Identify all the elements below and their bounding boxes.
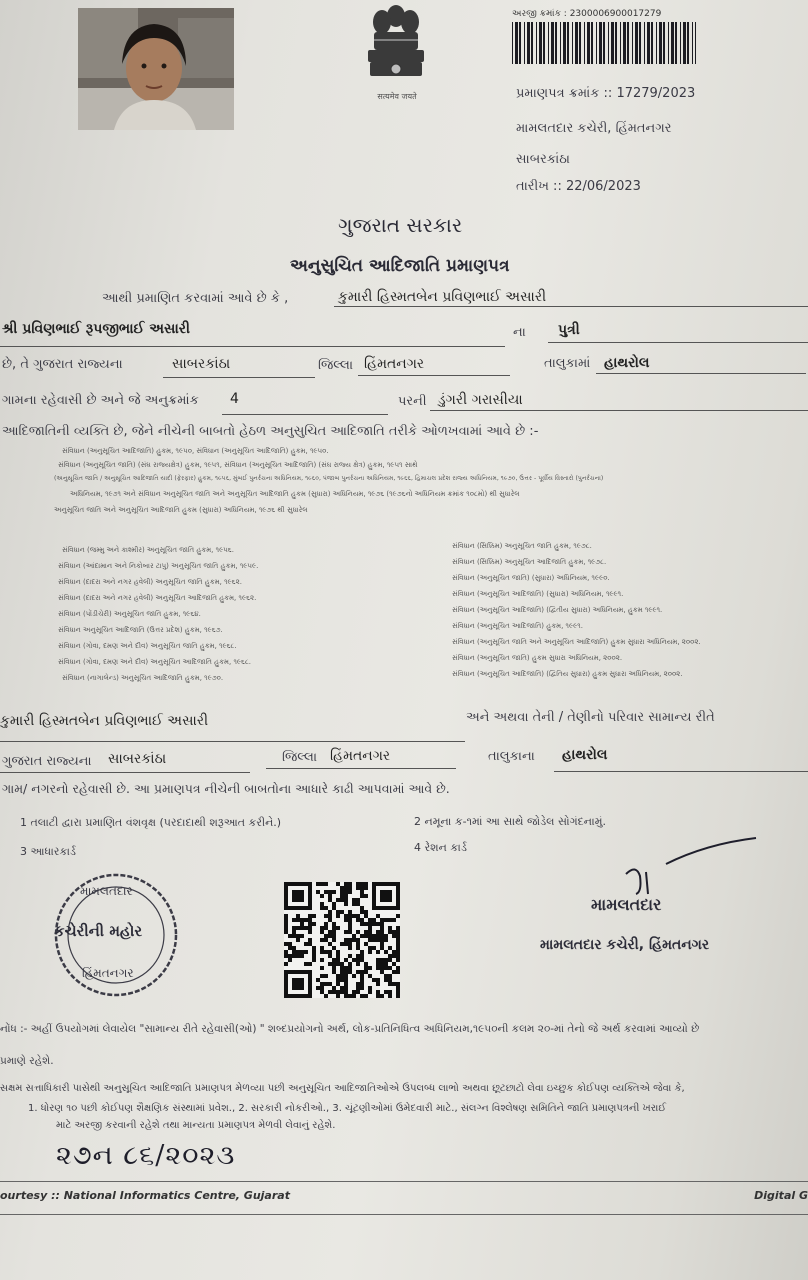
underline [0,346,505,347]
footer-credit: ourtesy :: National Informatics Centre, Gujarat [0,1189,290,1202]
issue-date: તારીખ :: 22/06/2023 [516,179,641,194]
law-left: સંવિધાન (ગોવા, દમણ અને દીવ) અનુસૂચિત આદિજાતિ હુકમ, ૧૯૬૮. [58,658,252,666]
law-right: સંવિધાન (અનુસૂચિત જાતિ) (સુધારા) અધિનિયમ, ૧૯૯૦. [452,574,610,582]
law-right: સંવિધાન (અનુસૂચિત જાતિ અને અનુસૂચિત આદિજાતિ) હુકમ સુધારા અધિનિયમ, ૨૦૦૨. [452,638,701,646]
state-label-2: ગુજરાત રાજ્યના [2,754,92,769]
law-line: અધિનિયમ, ૧૯૭૧ અને સંવિધાન અનુસૂચિત જાતિ અને અનુસૂચિત આદિજાતિ હુકમ (સુધારા) અધિનિયમ, ૧૯૭૬ (૧૯૭૬નો અધિનિયમ ક્રમાંક ૧૦૮મો) થી સુધારેલ [70,490,520,498]
law-line: અનુસૂચિત જાતિ અને અનુસૂચિત આદિજાતિ હુકમ (સુધારા) અધિનિયમ, ૧૯૭૬ થી સુધારેલ [54,506,308,514]
seal-top: મામલતદાર [80,884,133,898]
seal-bottom: હિંમતનગર [82,966,134,980]
national-emblem-icon [360,2,432,88]
law-left: સંવિધાન અનુસૂચિત આદિજાતિ (ઉત્તર પ્રદેશ) હુકમ, ૧૯૬૭. [58,626,223,634]
district-value-2: સાબરકાંઠા [108,751,167,767]
district-value: સાબરકાંઠા [172,356,231,372]
govt-title: ગુજરાત સરકાર [338,213,463,237]
jilla-label-2: જિલ્લા [282,750,318,765]
law-line: સંવિધાન (અનુસૂચિત આદિજાતિ) હુકમ, ૧૯૫૦, સંવિધાન (અનુસૂચિત આદિજાતિ) હુકમ, ૧૯૫૦. [62,447,329,455]
law-line: (અનુસૂચિત જાતિ / અનુસૂચિત આદિજાતિ યાદી (ફેરફાર) હુકમ, ૧૯૫૬, મુંબઈ પુનર્રચના અધિનિયમ, ૧૯૬૦, પંજાબ પુનર્રચના અધિનિયમ, ૧૯૬૬, હિમાચલ પ્રદેશ રાજ્ય અધિનિયમ, ૧૯૭૦, ઉત્તર - પૂર્વીય વિસ્તારો (પુનર્રચના) [54,475,604,482]
law-left: સંવિધાન (દાદરા અને નગર હવેલી) અનુસૂચિત આદિજાતિ હુકમ, ૧૯૬૨. [58,594,257,602]
emblem-caption: सत्यमेव जयते [377,92,417,101]
recognition-text: આદિજાતિની વ્યક્તિ છે, જેને નીચેની બાબતો હેઠળ અનુસુચિત આદિજાતિ તરીકે ઓળખવામાં આવે છે :- [2,424,539,439]
law-left: સંવિધાન (જમ્મુ અને કાશ્મીર) અનુસૂચિત જાતિ હુકમ, ૧૯૫૬. [62,546,234,554]
office-seal [48,870,184,1000]
law-right: સંવિધાન (સિક્કિમ) અનુસૂચિત આદિજાતિ હુકમ, ૧૯૭૮. [452,558,607,566]
signatory-title: મામલતદાર [591,895,662,914]
handwritten-number: ૨૭ન ૮૬/૨૦૨૩ [56,1140,236,1171]
note-4: માટે અરજી કરવાની રહેશે તથા માન્યતા પ્રમાણપત્ર મેળવી લેવાનું રહેશે. [56,1120,336,1131]
certificate-number: પ્રમાણપત્ર ક્રમાંક :: 17279/2023 [516,86,696,101]
law-right: સંવિધાન (અનુસૂચિત આદિજાતિ) (દ્વિતિય સુધારા) હુકમ સુધારા અધિનિયમ, ૨૦૦૨. [452,670,683,678]
doc-item: 2 નમૂના ક-૧માં આ સાથે જોડેલ સોગંદનામું. [414,815,606,828]
underline [430,410,808,411]
underline [0,772,250,773]
taluka-value-2: હાથરોલ [562,747,608,763]
underline [596,373,806,374]
anukram-value: 4 [230,391,239,407]
doc-item: 1 તલાટી દ્વારા પ્રમાણિત વંશવૃક્ષ (પરદાદાથી શરૂઆત કરીને.) [20,816,282,829]
application-number: અરજી ક્રમાંક : 2300006900017279 [512,9,662,19]
na-label: ના [513,325,526,340]
family-text: અને અથવા તેની / તેણીનો પરિવાર સામાન્ય રીતે [466,710,715,725]
taluka-value: હાથરોલ [604,355,650,371]
seal-middle: કચેરીની મહોર [54,922,143,940]
applicant-name-2: કુમારી હિસ્મતબેન પ્રવિણભાઈ અસારી [0,713,209,729]
law-left: સંવિધાન (પોંડીચેરી) અનુસૂચિત જાતિ હુકમ, ૧૯૬૪. [58,610,201,618]
underline [222,414,388,415]
taluka-label: તાલુકામાં [544,356,591,371]
law-line: સંવિધાન (અનુસૂચિત જાતિ) (સંઘ રાજ્યક્ષેત્ર) હુકમ, ૧૯૫૧, સંવિધાન (અનુસૂચિત આદિજાતિ) (સંઘ રાજ્ય ક્ષેત્ર) હુકમ, ૧૯૫૧ સાથે [58,461,418,469]
note-3: 1. ધોરણ ૧૦ પછી કોઈપણ શૈક્ષણિક સંસ્થામાં પ્રવેશ., 2. સરકારી નોકરીઓ., 3. ચૂંટણીઓમાં ઉમેદવારી માટે., સંલગ્ન વિશ્લેષણ સમિતિને જાતિ પ્રમાણપત્રની ખરાઈ [28,1103,667,1114]
law-right: સંવિધાન (સિક્કિમ) અનુસૂચિત જાતિ હુકમ, ૧૯૭૮. [452,542,592,550]
law-right: સંવિધાન (અનુસૂચિત જાતિ) હુકમ સુધારા અધિનિયમ, ૨૦૦૨. [452,654,623,662]
applicant-name: કુમારી હિસ્મતબેન પ્રવિણભાઈ અસારી [338,289,547,305]
issuing-district: સાબરકાંઠા [516,152,570,167]
qr-code [284,882,400,998]
parni-label: પરની [398,394,427,409]
doc-item: 3 આધારકાર્ડ [20,845,76,858]
jilla-value-2: હિંમતનગર [330,748,391,764]
underline [554,771,808,772]
law-left: સંવિધાન (આંદામાન અને નિકોબાર ટાપુ) અનુસૂચિત જાતિ હુકમ, ૧૯૫૯. [58,562,259,570]
underline [163,377,315,378]
gam-text-2: ગામ/ નગરનો રહેવાસી છે. આ પ્રમાણપત્ર નીચેની બાબતોના આધારે કાઢી આપવામાં આવે છે. [2,781,450,796]
law-left: સંવિધાન (દાદરા અને નગર હવેલી) અનુસૂચિત જાતિ હુકમ, ૧૯૬૨. [58,578,242,586]
underline [0,741,465,742]
barcode [512,22,696,64]
state-label: છે, તે ગુજરાત રાજ્યના [2,357,123,372]
underline [548,342,808,343]
jilla-value: હિંમતનગર [364,356,425,372]
footer-digital: Digital G [754,1189,808,1202]
tribe-value: ડુંગરી ગરાસીયા [438,392,523,408]
underline [334,306,808,307]
certify-label: આથી પ્રમાણિત કરવામાં આવે છે કે , [102,291,289,306]
underline [358,375,510,376]
gam-label: ગામના રહેવાસી છે અને જે અનુક્રમાંક [2,393,199,408]
note-1b: પ્રમાણે રહેશે. [0,1055,54,1067]
law-right: સંવિધાન (અનુસૂચિત આદિજાતિ) હુકમ, ૧૯૯૧. [452,622,583,630]
signatory-office: મામલતદાર કચેરી, હિંમતનગર [540,937,710,953]
relation: પુત્રી [558,322,580,338]
law-right: સંવિધાન (અનુસૂચિત આદિજાતિ) (સુધારા) અધિનિયમ, ૧૯૯૧. [452,590,624,598]
law-right: સંવિધાન (અનુસૂચિત આદિજાતિ) (દ્વિતીય સુધારા) અધિનિયમ, હુકમ ૧૯૯૧. [452,606,663,614]
issuing-office: મામલતદાર કચેરી, હિંમતનગર [516,121,672,136]
underline [266,768,456,769]
law-left: સંવિધાન (નાગાલેન્ડ) અનુસૂચિત આદિજાતિ હુકમ, ૧૯૭૦. [62,674,224,682]
taluka-label-2: તાલુકાના [488,749,535,764]
note-2: સક્ષમ સત્તાધિકારી પાસેથી અનુસૂચિત આદિજાતિ પ્રમાણપત્ર મેળવ્યા પછી અનુસૂચિત આદિજાતિઓએ ઉપલબ્ધ લાભો અથવા છૂટછાટો લેવા ઇચ્છુક કોઈપણ વ્યક્તિએ જેવા કે, [0,1083,685,1094]
doc-item: 4 રેશન કાર્ડ [414,841,467,854]
note-1: નોંધ :- અહીં ઉપયોગમાં લેવાયેલ "સામાન્ય રીતે રહેવાસી(ઓ) " શબ્દપ્રયોગનો અર્થ, લોક-પ્રતિનિધિત્વ અધિનિયમ,૧૯૫૦ની કલમ ૨૦-માં તેનો જે અર્થ કરવામાં આવ્યો છે [0,1023,700,1035]
law-left: સંવિધાન (ગોવા, દમણ અને દીવ) અનુસૂચિત જાતિ હુકમ, ૧૯૬૮. [58,642,237,650]
jilla-label: જિલ્લા [318,358,354,373]
applicant-photo [78,8,234,130]
parent-name: શ્રી પ્રવિણભાઈ રૂપજીભાઈ અસારી [2,321,191,337]
footer [0,1181,808,1215]
certificate-title: અનુસુચિત આદિજાતિ પ્રમાણપત્ર [290,256,510,276]
